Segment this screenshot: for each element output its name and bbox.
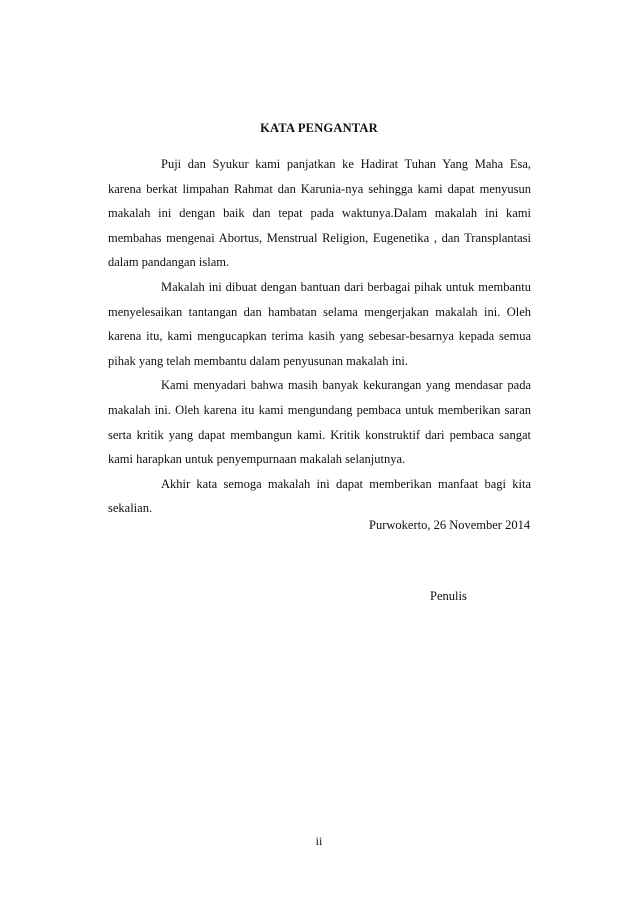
paragraph-2: Makalah ini dibuat dengan bantuan dari berbagai pihak untuk membantu menyelesaikan tantangan dan hambatan selama mengerjakan makalah ini. Oleh karena itu, kami mengucapkan terima kasih yang sebesar-besarnya kepada semua pihak yang telah membantu dalam penyusunan makalah ini. <box>108 279 531 368</box>
paragraph-4: Akhir kata semoga makalah ini dapat memberikan manfaat bagi kita sekalian. <box>108 476 531 516</box>
paragraph-1: Puji dan Syukur kami panjatkan ke Hadirat Tuhan Yang Maha Esa, karena berkat limpahan Rahmat dan Karunia-nya sehingga kami dapat menyusun makalah ini dengan baik dan tepat pada waktunya.Dalam makalah ini kami membahas mengenai Abortus, Menstrual Religion, Eugenetika , dan Transplantasi dalam pandangan islam. <box>108 157 531 270</box>
body-text <box>108 152 531 521</box>
closing-author: Penulis <box>430 589 467 603</box>
closing-place-date: Purwokerto, 26 November 2014 <box>369 518 531 532</box>
page-number: ii <box>315 834 323 848</box>
paragraph-3: Kami menyadari bahwa masih banyak kekurangan yang mendasar pada makalah ini. Oleh karena itu kami mengundang pembaca untuk memberikan saran serta kritik yang dapat membangun kami. Kritik konstruktif dari pembaca sangat kami harapkan untuk penyempurnaan makalah selanjutnya. <box>108 378 531 467</box>
page-title: KATA PENGANTAR <box>260 121 378 135</box>
